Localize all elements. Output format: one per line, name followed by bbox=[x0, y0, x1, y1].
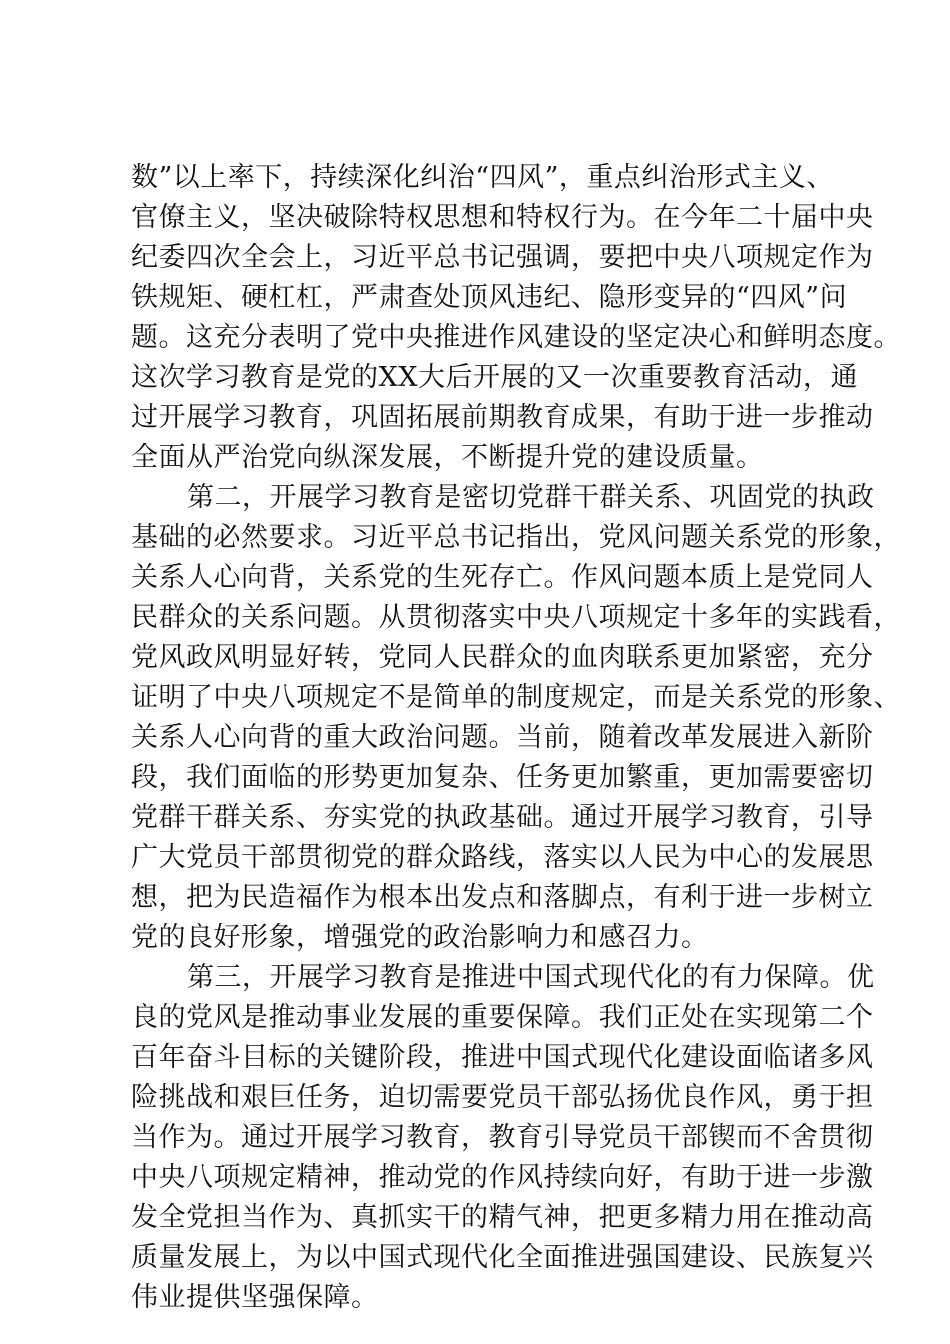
text-line: 广大党员干部贯彻党的群众路线，落实以人民为中心的发展思 bbox=[131, 842, 874, 873]
text-line: 党的良好形象，增强党的政治影响力和感召力。 bbox=[131, 922, 709, 953]
paragraph-3 bbox=[131, 958, 875, 1318]
text-line: 党群干群关系、夯实党的执政基础。通过开展学习教育，引导 bbox=[131, 802, 874, 833]
paragraph-2 bbox=[131, 478, 901, 958]
text-line: 民群众的关系问题。从贯彻落实中央八项规定十多年的实践看， bbox=[131, 602, 901, 633]
text-line: 纪委四次全会上，习近平总书记强调，要把中央八项规定作为 bbox=[131, 242, 874, 273]
document-body bbox=[131, 158, 901, 1318]
text-line: 过开展学习教育，巩固拓展前期教育成果，有助于进一步推动 bbox=[131, 402, 874, 433]
text-line: 中央八项规定精神，推动党的作风持续向好，有助于进一步激 bbox=[131, 1162, 874, 1193]
text-line: 数”以上率下，持续深化纠治“四风”，重点纠治形式主义、 bbox=[131, 162, 834, 193]
text-line: 良的党风是推动事业发展的重要保障。我们正处在实现第二个 bbox=[131, 1002, 874, 1033]
text-line: 官僚主义，坚决破除特权思想和特权行为。在今年二十届中央 bbox=[131, 202, 874, 233]
text-line: 全面从严治党向纵深发展，不断提升党的建设质量。 bbox=[131, 442, 764, 473]
text-line: 证明了中央八项规定不是简单的制度规定，而是关系党的形象、 bbox=[131, 682, 901, 713]
text-line: 题。这充分表明了党中央推进作风建设的坚定决心和鲜明态度。 bbox=[131, 322, 901, 353]
text-line: 险挑战和艰巨任务，迫切需要党员干部弘扬优良作风，勇于担 bbox=[131, 1082, 874, 1113]
text-line: 关系人心向背，关系党的生死存亡。作风问题本质上是党同人 bbox=[131, 562, 874, 593]
text-line: 党风政风明显好转，党同人民群众的血肉联系更加紧密，充分 bbox=[131, 642, 874, 673]
text-line: 第二，开展学习教育是密切党群干群关系、巩固党的执政 bbox=[187, 482, 875, 513]
text-line: 质量发展上，为以中国式现代化全面推进强国建设、民族复兴 bbox=[131, 1242, 874, 1273]
text-line: 第三，开展学习教育是推进中国式现代化的有力保障。优 bbox=[187, 962, 875, 993]
text-line: 铁规矩、硬杠杠，严肃查处顶风违纪、隐形变异的“四风”问 bbox=[131, 282, 848, 313]
paragraph-1 bbox=[131, 158, 901, 478]
text-line: 段，我们面临的形势更加复杂、任务更加繁重，更加需要密切 bbox=[131, 762, 874, 793]
text-line: 发全党担当作为、真抓实干的精气神，把更多精力用在推动高 bbox=[131, 1202, 874, 1233]
text-line: 百年奋斗目标的关键阶段，推进中国式现代化建设面临诸多风 bbox=[131, 1042, 874, 1073]
text-line: 这次学习教育是党的XX大后开展的又一次重要教育活动，通 bbox=[131, 362, 858, 393]
text-line: 关系人心向背的重大政治问题。当前，随着改革发展进入新阶 bbox=[131, 722, 874, 753]
text-line: 基础的必然要求。习近平总书记指出，党风问题关系党的形象， bbox=[131, 522, 901, 553]
text-line: 当作为。通过开展学习教育，教育引导党员干部锲而不舍贯彻 bbox=[131, 1122, 874, 1153]
text-line: 伟业提供坚强保障。 bbox=[131, 1282, 379, 1313]
text-line: 想，把为民造福作为根本出发点和落脚点，有利于进一步树立 bbox=[131, 882, 874, 913]
